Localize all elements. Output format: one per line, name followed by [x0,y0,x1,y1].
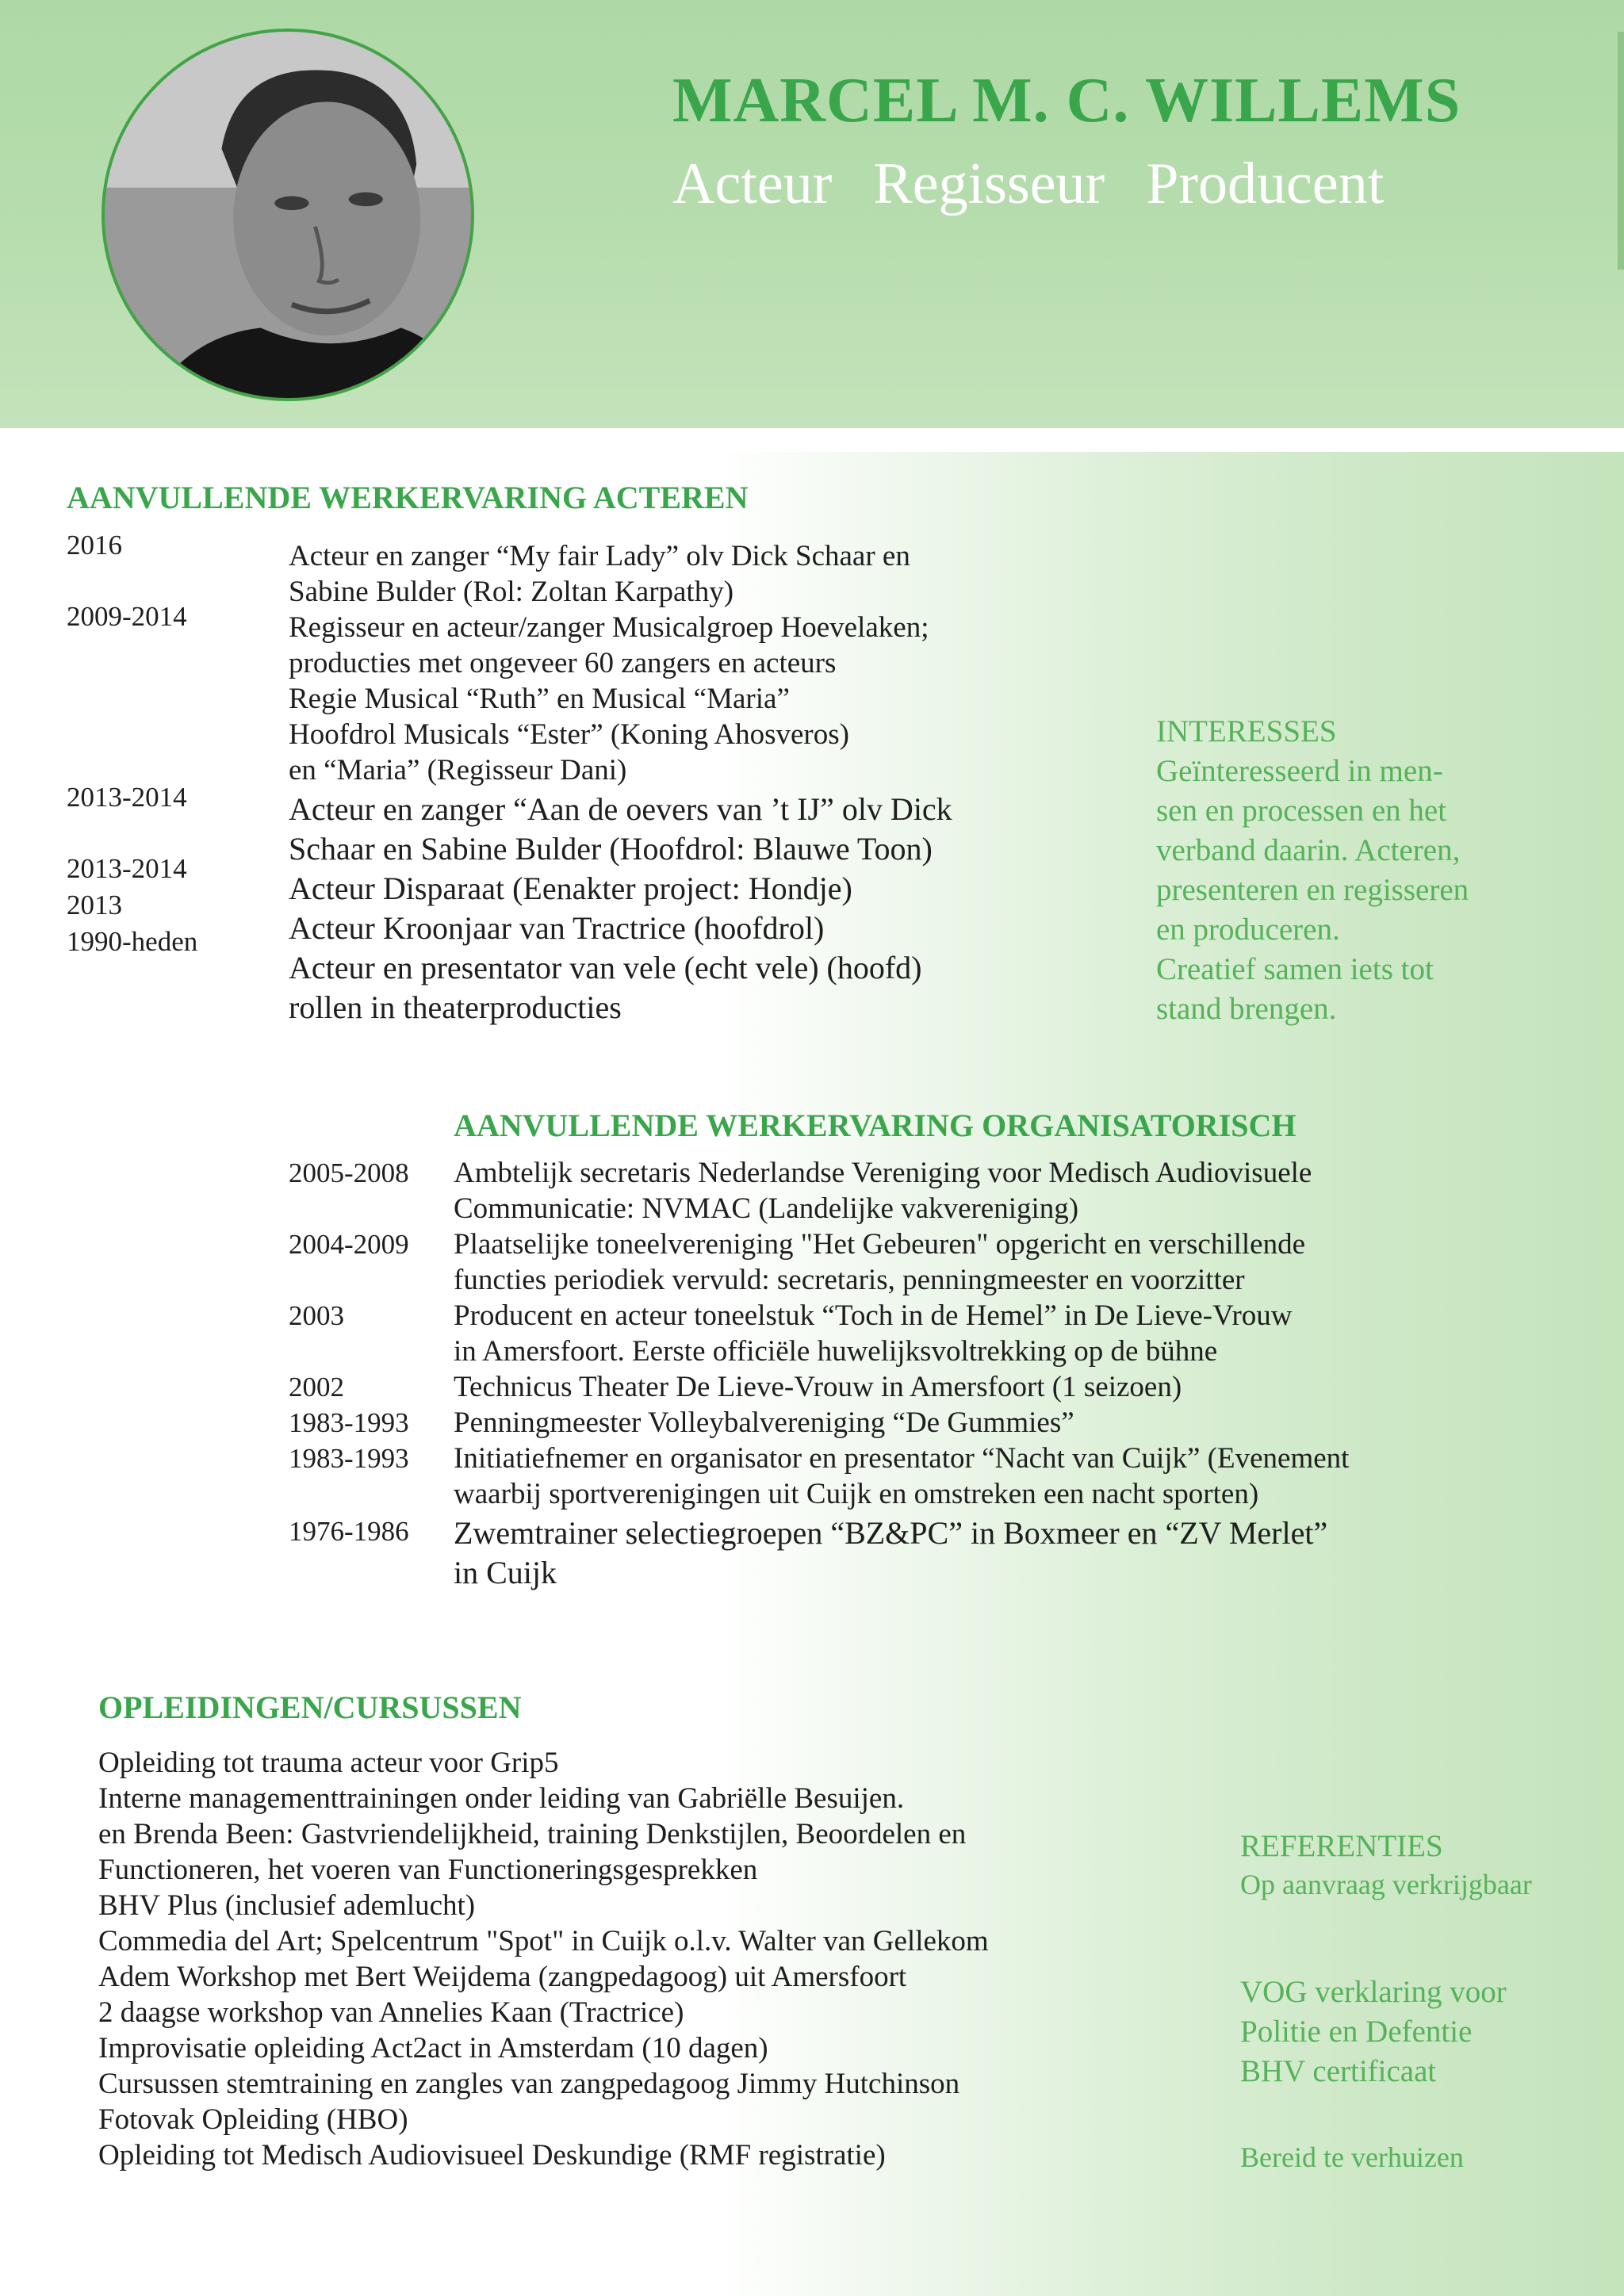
acting-line: Hoofdrol Musicals “Ester” (Koning Ahosveros) [289,718,849,751]
organisational-year: 2003 [289,1300,344,1331]
organisational-line: functies periodiek vervuld: secretaris, penningmeester en voorzitter [454,1264,1245,1296]
acting-line: Acteur en zanger “My fair Lady” olv Dick Schaar en [289,540,910,572]
acting-line: Regisseur en acteur/zanger Musicalgroep Hoevelaken; [289,611,929,644]
acting-line: rollen in theaterproducties [289,989,622,1025]
acting-year: 2016 [67,530,122,561]
acting-line: Acteur en presentator van vele (echt vele) (hoofd) [289,950,922,985]
organisational-year: 1983-1993 [289,1407,409,1438]
interests-line: verband daarin. Acteren, [1156,833,1461,867]
certificate-line: BHV certificaat [1240,2054,1437,2088]
education-line: Interne managementtrainingen onder leiding van Gabriëlle Besuijen. [98,1782,905,1815]
organisational-line: Initiatiefnemer en organisator en presentator “Nacht van Cuijk” (Evenement [454,1442,1350,1475]
acting-line: en “Maria” (Regisseur Dani) [289,754,627,786]
organisational-year: 2004-2009 [289,1229,409,1260]
role-producer: Producent [1146,151,1385,216]
organisational-year: 1976-1986 [289,1516,409,1547]
organisational-line: in Amersfoort. Eerste officiële huwelijksvoltrekking op de bühne [454,1335,1218,1368]
interests-title: INTERESSES [1156,714,1337,748]
education-line: Opleiding tot trauma acteur voor Grip5 [98,1747,559,1779]
organisational-line: in Cuijk [454,1555,557,1590]
references-text: Op aanvraag verkrijgbaar [1240,1869,1532,1900]
interests-line: Geïnteresseerd in men- [1156,754,1443,788]
education-line: en Brenda Been: Gastvriendelijkheid, training Denkstijlen, Beoordelen en [98,1818,967,1850]
education-line: Functioneren, het voeren van Functioneringsgesprekken [98,1854,758,1886]
education-line: Cursussen stemtraining en zangles van zangpedagoog Jimmy Hutchinson [98,2068,960,2100]
role-director: Regisseur [873,151,1105,216]
education-line: Improvisatie opleiding Act2act in Amsterdam (10 dagen) [98,2032,768,2064]
organisational-section-title: AANVULLENDE WERKERVARING ORGANISATORISCH [454,1108,1297,1143]
interests-line: sen en processen en het [1156,794,1447,828]
interests-line: Creatief samen iets tot [1156,952,1434,986]
profile-photo [102,29,474,401]
acting-year: 2013-2014 [67,782,187,813]
organisational-line: Zwemtrainer selectiegroepen “BZ&PC” in Boxmeer en “ZV Merlet” [454,1515,1328,1551]
education-line: Adem Workshop met Bert Weijdema (zangpedagoog) uit Amersfoort [98,1961,907,1993]
acting-line: Acteur Disparaat (Eenakter project: Hondje) [289,871,852,906]
certificate-line: Politie en Defentie [1240,2015,1473,2049]
references-title: REFERENTIES [1240,1829,1443,1863]
education-line: Opleiding tot Medisch Audiovisueel Deskundige (RMF registratie) [98,2139,886,2172]
education-section-title: OPLEIDINGEN/CURSUSSEN [98,1689,522,1725]
organisational-year: 2002 [289,1372,344,1402]
person-name: MARCEL M. C. WILLEMS [672,66,1461,136]
education-line: BHV Plus (inclusief ademlucht) [98,1889,476,1922]
header-edge-mark [1618,32,1624,270]
interests-line: en produceren. [1156,913,1340,947]
acting-line: Sabine Bulder (Rol: Zoltan Karpathy) [289,576,734,608]
education-line: Fotovak Opleiding (HBO) [98,2103,408,2136]
acting-line: producties met ongeveer 60 zangers en acteurs [289,647,837,679]
acting-line: Acteur Kroonjaar van Tractrice (hoofdrol) [289,910,825,946]
education-line: 2 daagse workshop van Annelies Kaan (Tractrice) [98,1996,684,2029]
organisational-line: Ambtelijk secretaris Nederlandse Vereniging voor Medisch Audiovisuele [454,1157,1312,1189]
organisational-year: 2005-2008 [289,1158,409,1188]
organisational-line: Penningmeester Volleybalvereniging “De Gummies” [454,1406,1074,1439]
acting-year: 2013 [67,890,122,920]
acting-year: 1990-heden [67,926,198,957]
acting-year: 2013-2014 [67,853,187,884]
organisational-year: 1983-1993 [289,1443,409,1474]
organisational-line: waarbij sportverenigingen uit Cuijk en omstreken een nacht sporten) [454,1478,1259,1510]
acting-year: 2009-2014 [67,601,187,632]
education-line: Commedia del Art; Spelcentrum "Spot" in Cuijk o.l.v. Walter van Gellekom [98,1925,989,1957]
organisational-line: Plaatselijke toneelvereniging "Het Gebeuren" opgericht en verschillende [454,1228,1306,1261]
portrait-illustration [105,32,471,398]
acting-line: Acteur en zanger “Aan de oevers van ’t IJ” olv Dick [289,791,952,827]
certificate-line: VOG verklaring voor [1240,1975,1507,2009]
person-roles [672,151,1425,218]
relocation-note: Bereid te verhuizen [1240,2141,1464,2173]
interests-line: stand brengen. [1156,992,1337,1026]
acting-line: Regie Musical “Ruth” en Musical “Maria” [289,683,790,715]
acting-section-title: AANVULLENDE WERKERVARING ACTEREN [67,480,749,515]
acting-line: Schaar en Sabine Bulder (Hoofdrol: Blauwe Toon) [289,831,933,867]
organisational-line: Producent en acteur toneelstuk “Toch in de Hemel” in De Lieve-Vrouw [454,1299,1293,1332]
role-actor: Acteur [672,151,833,216]
organisational-line: Technicus Theater De Lieve-Vrouw in Amersfoort (1 seizoen) [454,1371,1182,1403]
organisational-line: Communicatie: NVMAC (Landelijke vakvereniging) [454,1192,1079,1225]
interests-line: presenteren en regisseren [1156,873,1469,907]
